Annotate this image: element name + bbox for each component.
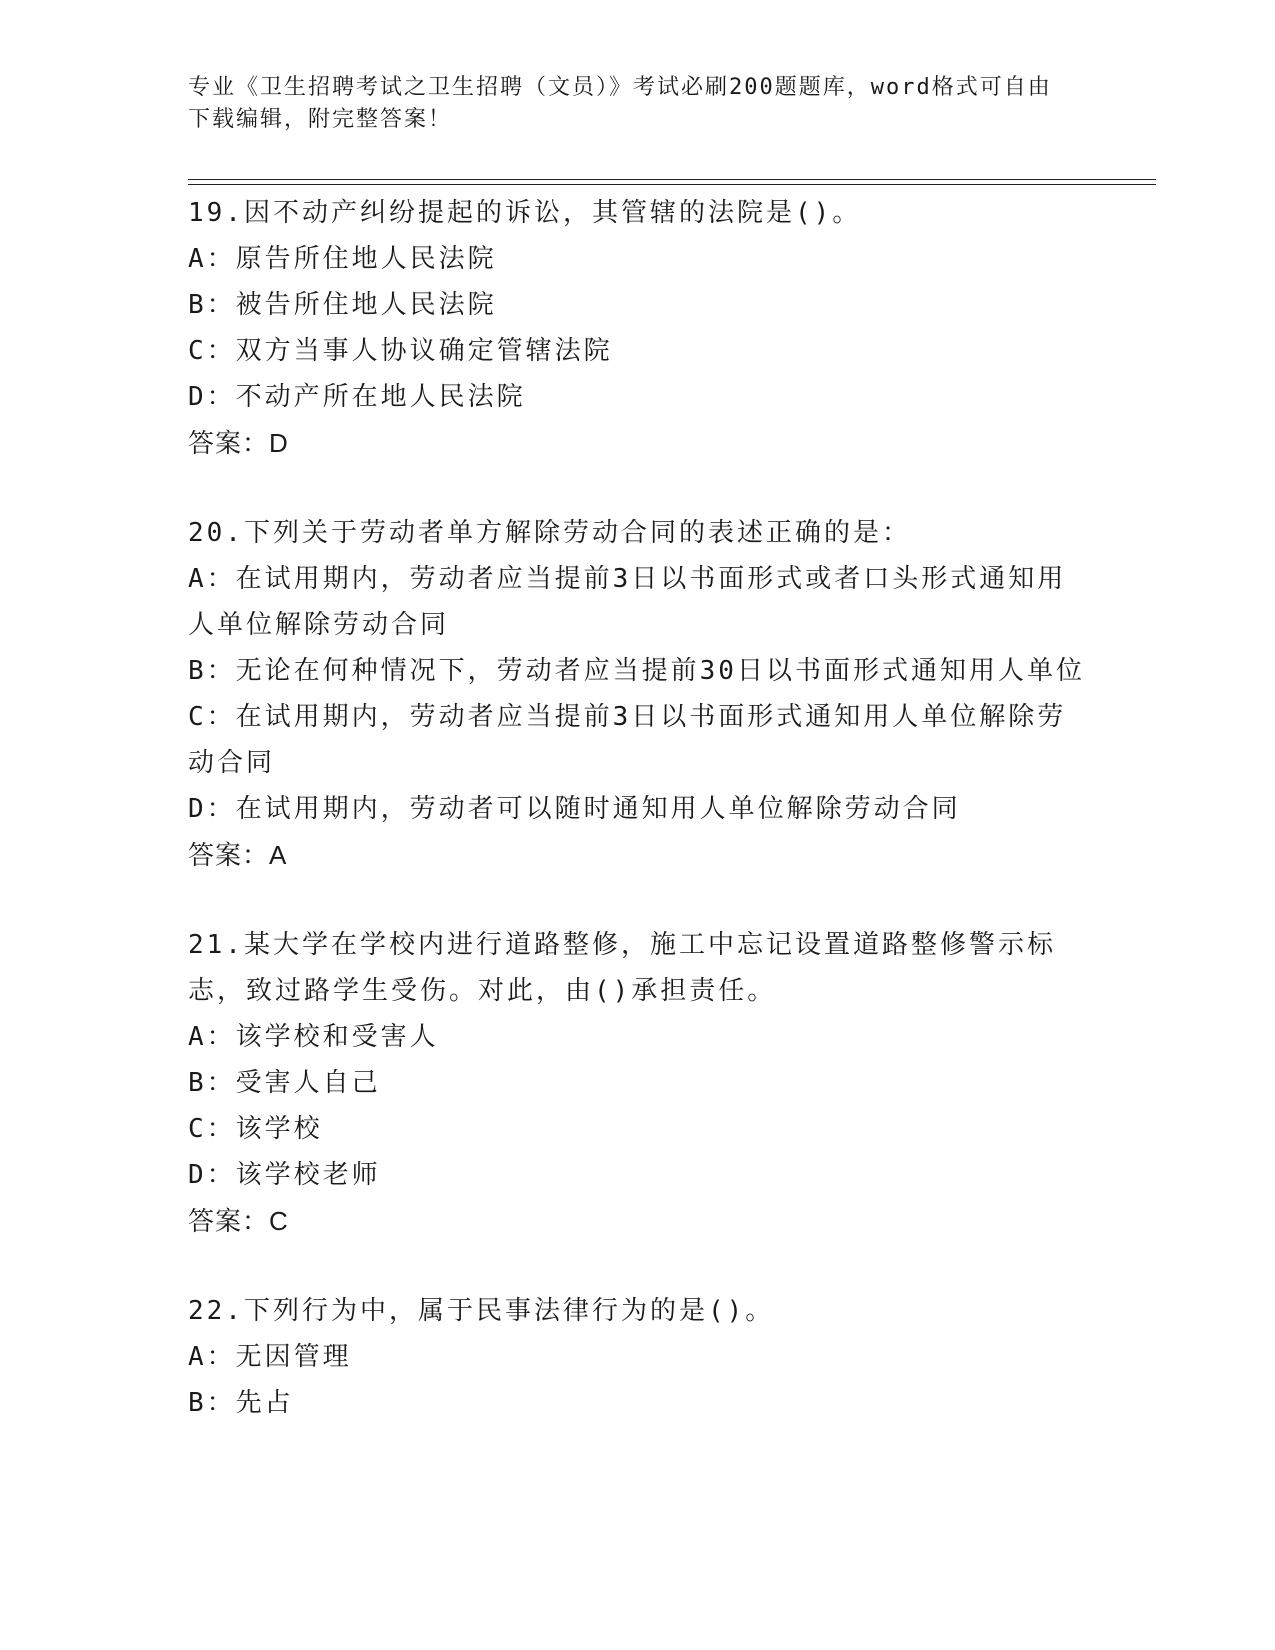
option-a: A：该学校和受害人 (188, 1022, 439, 1052)
option-c: C：双方当事人协议确定管辖法院 (188, 336, 613, 366)
question-stem: 19.因不动产纠纷提起的诉讼，其管辖的法院是()。 (188, 198, 862, 228)
question-19 (188, 190, 1088, 466)
option-a: A：在试用期内，劳动者应当提前3日以书面形式或者口头形式通知用人单位解除劳动合同 (188, 564, 1067, 640)
answer-label: 答案：C (188, 1206, 289, 1236)
option-d: D：在试用期内，劳动者可以随时通知用人单位解除劳动合同 (188, 794, 961, 824)
question-21 (188, 922, 1088, 1244)
header-rule-top (188, 179, 1156, 180)
option-b: B：无论在何种情况下，劳动者应当提前30日以书面形式通知用人单位 (188, 656, 1085, 686)
answer-label: 答案：D (188, 428, 289, 458)
question-22 (188, 1288, 1088, 1426)
option-b: B：被告所住地人民法院 (188, 290, 497, 320)
question-20 (188, 510, 1088, 878)
option-b: B：受害人自己 (188, 1068, 381, 1098)
option-a: A：原告所住地人民法院 (188, 244, 497, 274)
question-stem: 21.某大学在学校内进行道路整修，施工中忘记设置道路整修警示标志，致过路学生受伤。对此，由()承担责任。 (188, 930, 1056, 1006)
header-rule-bottom (188, 184, 1156, 185)
answer-label: 答案：A (188, 840, 288, 870)
page-header: 专业《卫生招聘考试之卫生招聘（文员）》考试必刷200题题库，word格式可自由下载编辑，附完整答案！ (188, 75, 1052, 132)
question-stem: 20.下列关于劳动者单方解除劳动合同的表述正确的是： (188, 518, 911, 548)
option-d: D：该学校老师 (188, 1160, 381, 1190)
option-c: C：该学校 (188, 1114, 323, 1144)
option-c: C：在试用期内，劳动者应当提前3日以书面形式通知用人单位解除劳动合同 (188, 702, 1067, 778)
question-list (188, 190, 1088, 1426)
option-a: A：无因管理 (188, 1342, 352, 1372)
question-stem: 22.下列行为中，属于民事法律行为的是()。 (188, 1296, 775, 1326)
option-d: D：不动产所在地人民法院 (188, 382, 526, 412)
option-b: B：先占 (188, 1388, 294, 1418)
